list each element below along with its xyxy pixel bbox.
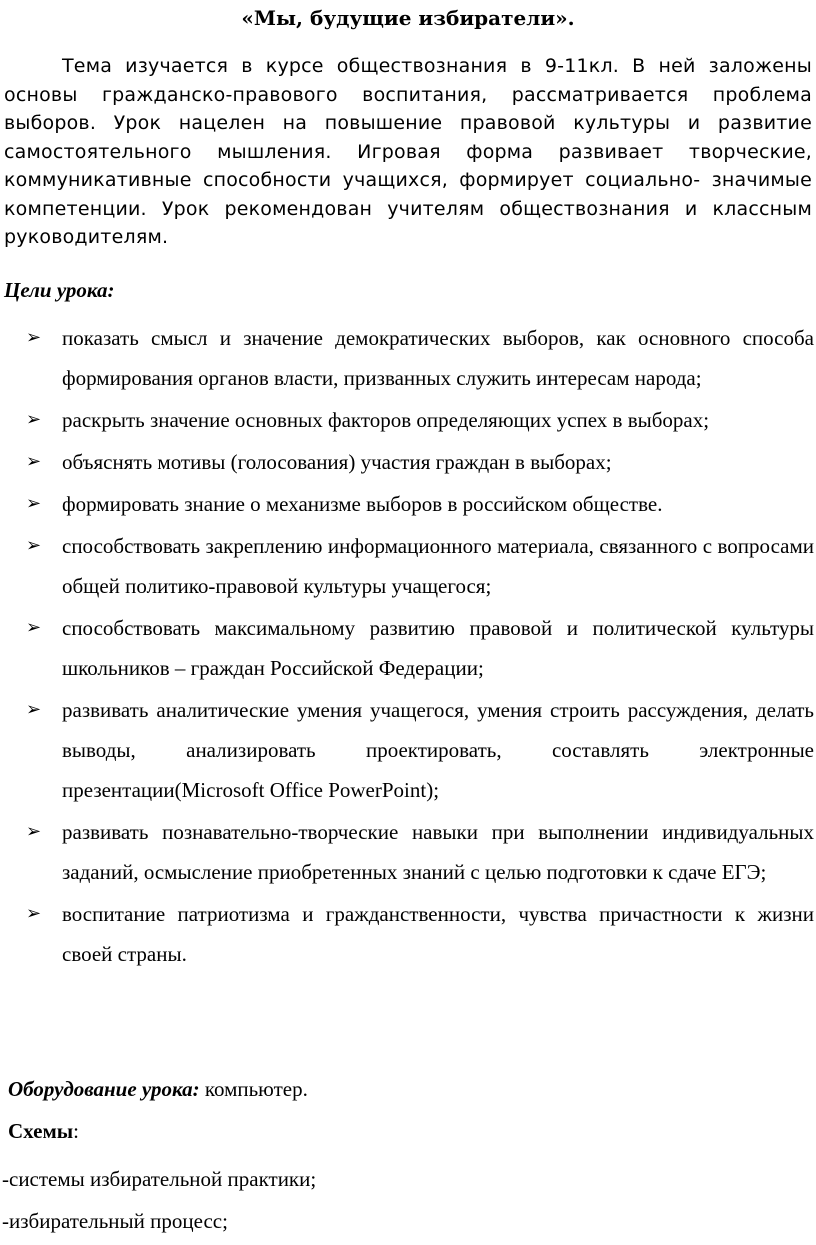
scheme-item: -избирательный процесс;	[2, 1209, 228, 1233]
arrow-bullet-icon: ➢	[26, 327, 42, 348]
goal-item	[26, 484, 814, 524]
arrow-bullet-icon: ➢	[26, 493, 42, 514]
goal-text: воспитание патриотизма и гражданственности, чувства причастности к жизни своей страны.	[62, 902, 814, 966]
schemes-list	[0, 1158, 816, 1242]
goal-text: объяснять мотивы (голосования) участия граждан в выборах;	[62, 450, 612, 474]
goal-item	[26, 400, 814, 440]
goal-text: формировать знание о механизме выборов в российском обществе.	[62, 492, 663, 516]
goal-text: раскрыть значение основных факторов определяющих успех в выборах;	[62, 408, 710, 432]
arrow-bullet-icon: ➢	[26, 617, 42, 638]
goal-item	[26, 690, 814, 810]
goals-heading: Цели урока:	[4, 278, 115, 302]
goal-text: развивать аналитические умения учащегося, умения строить рассуждения, делать выводы, анализировать проектировать, составлять электронные презентации(Microsoft Office PowerPoint);	[62, 698, 814, 802]
arrow-bullet-icon: ➢	[26, 535, 42, 556]
equipment-value: компьютер.	[199, 1077, 308, 1101]
goal-item	[26, 318, 814, 398]
goal-item	[26, 894, 814, 974]
arrow-bullet-icon: ➢	[26, 699, 42, 720]
goal-item	[26, 812, 814, 892]
document-title: «Мы, будущие избиратели».	[241, 6, 575, 30]
schemes-colon: :	[73, 1119, 80, 1143]
goals-list	[26, 318, 814, 976]
arrow-bullet-icon: ➢	[26, 409, 42, 430]
intro-paragraph: Тема изучается в курсе обществознания в 9-11кл. В ней заложены основы гражданско-правового воспитания, рассматривается проблема выборов. Урок нацелен на повышение правовой культуры и развитие самостоятельного мышления. Игровая форма развивает творческие, коммуникативные способности учащихся, формирует социально- значимые компетенции. Урок рекомендован учителям обществознания и классным руководителям.	[4, 55, 812, 248]
goal-text: развивать познавательно-творческие навыки при выполнении индивидуальных заданий, осмысление приобретенных знаний с целью подготовки к сдаче ЕГЭ;	[62, 820, 814, 884]
equipment-line	[8, 1074, 308, 1104]
arrow-bullet-icon: ➢	[26, 451, 42, 472]
goal-item	[26, 526, 814, 606]
arrow-bullet-icon: ➢	[26, 903, 42, 924]
schemes-heading	[8, 1116, 79, 1146]
equipment-label: Оборудование урока:	[8, 1077, 200, 1101]
schemes-label: Схемы	[8, 1119, 74, 1143]
arrow-bullet-icon: ➢	[26, 821, 42, 842]
goal-item	[26, 442, 814, 482]
goal-text: способствовать закреплению информационного материала, связанного с вопросами общей политико-правовой культуры учащегося;	[62, 534, 814, 598]
goal-text: показать смысл и значение демократических выборов, как основного способа формирования органов власти, призванных служить интересам народа;	[62, 326, 814, 390]
goal-item	[26, 608, 814, 688]
scheme-item: -системы избирательной практики;	[2, 1167, 317, 1191]
goal-text: способствовать максимальному развитию правовой и политической культуры школьников – граждан Российской Федерации;	[62, 616, 814, 680]
